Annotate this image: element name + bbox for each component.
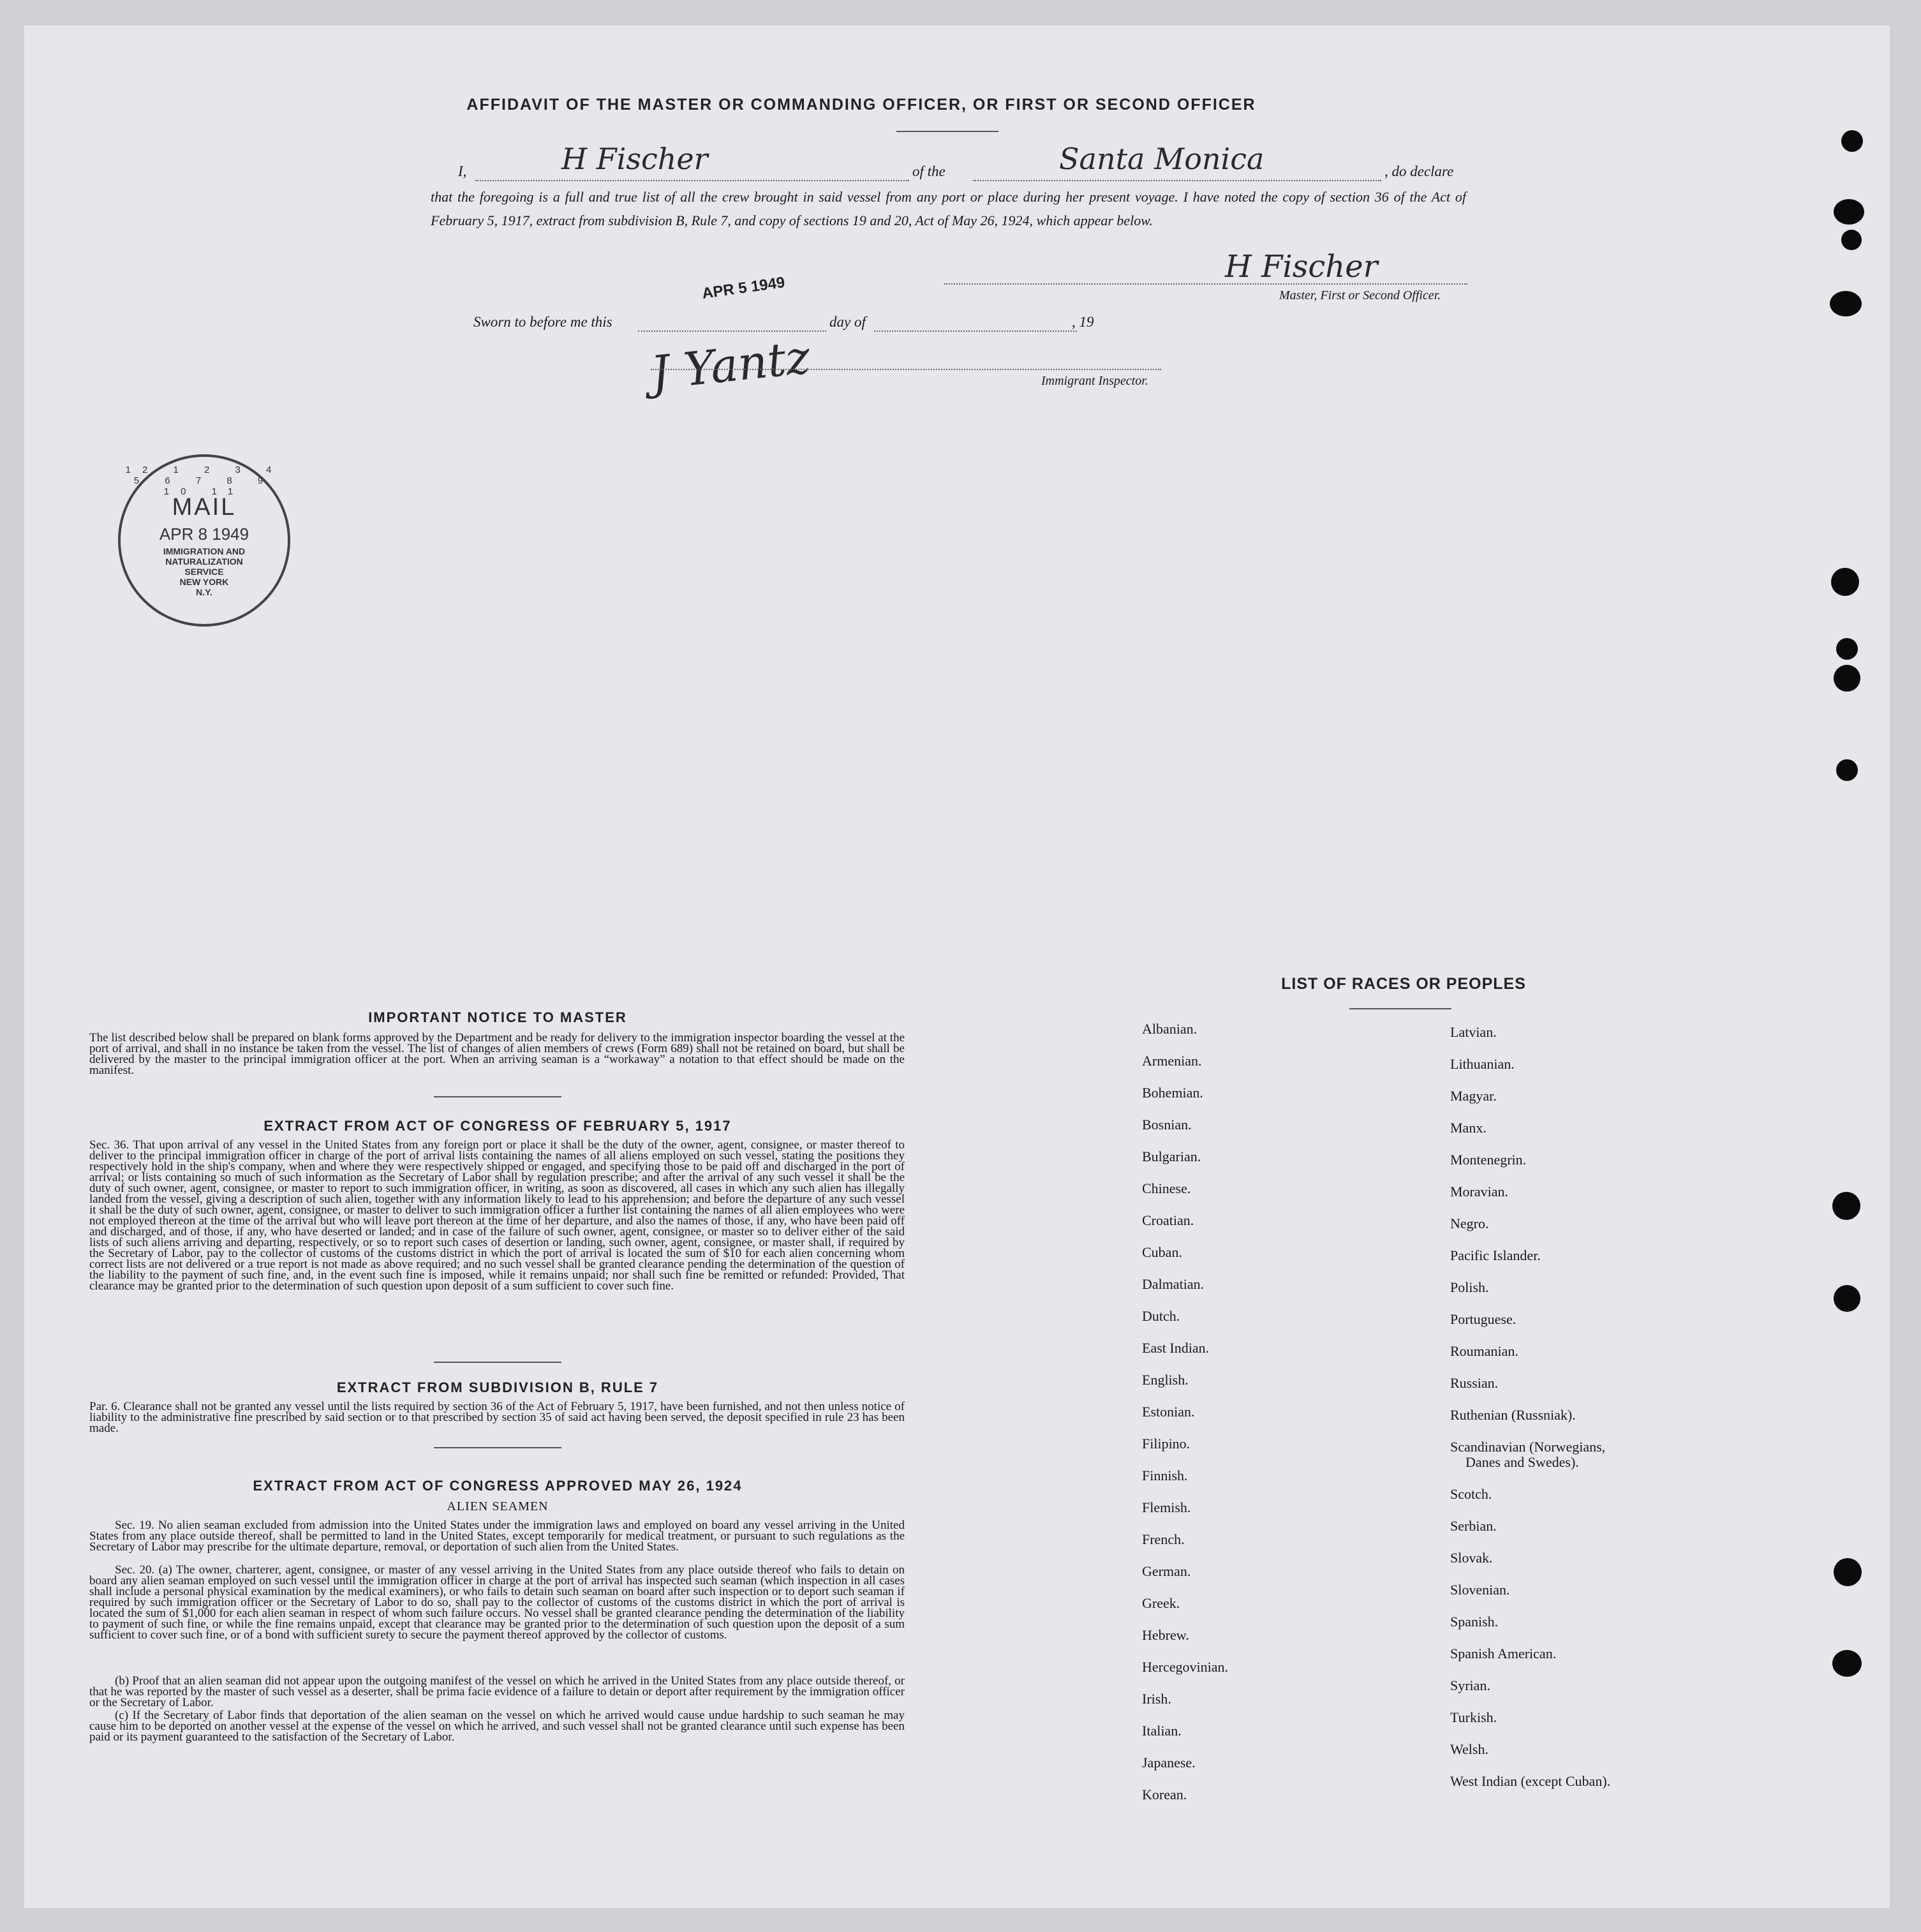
- race-item: East Indian.: [1142, 1340, 1210, 1356]
- punch-hole: [1831, 568, 1859, 596]
- punch-hole: [1832, 1650, 1862, 1677]
- race-item: Bosnian.: [1142, 1117, 1192, 1133]
- notice-heading: IMPORTANT NOTICE TO MASTER: [368, 1009, 627, 1025]
- race-item: French.: [1142, 1531, 1185, 1547]
- stamp-line3: SERVICE: [184, 567, 224, 577]
- race-item: Latvian.: [1450, 1024, 1497, 1040]
- race-item: Lithuanian.: [1450, 1056, 1515, 1072]
- rule7-text: Par. 6. Clearance shall not be granted any vessel until the lists required by section 36 of the Act of February 5, 1917, have been furnished, and not then unless notice of liability to the administrative fine prescribed by said section or to that prescribed by section 35 of said act having been served, the deposit specified in rule 23 has been made.: [89, 1400, 905, 1435]
- race-item: Ruthenian (Russniak).: [1450, 1407, 1576, 1423]
- race-item: Greek.: [1142, 1595, 1180, 1611]
- race-item: Danes and Swedes).: [1465, 1454, 1579, 1470]
- extract-1924-heading: EXTRACT FROM ACT OF CONGRESS APPROVED MAY 26, 1924: [253, 1478, 743, 1494]
- stamp-line2: NATURALIZATION: [165, 556, 243, 567]
- notice-rule: [434, 1096, 561, 1097]
- stamp-line4: NEW YORK: [179, 577, 229, 587]
- extract-1917-text: Sec. 36. That upon arrival of any vessel in the United States from any foreign port or place it shall be the duty of the owner, agent, consignee, or master thereof to deliver to the principal immigration officer in charge of the port of arrival lists containing the names of all aliens employed on such vessel, stating the positions they respectively hold in the ship's company, when and where they were respectively shipped or engaged, and specifying those to be paid off and discharged in the port of arrival; or lists containing so much of such information as the Secretary of Labor shall by regulation prescribe; and after the arrival of any such vessel it shall be the duty of such owner, agent, consignee, or master to report to such immigration officer, in writing, as soon as discovered, all cases in which any such alien has illegally landed from the vessel, giving a description of such alien, together with any information likely to lead to his apprehension; and before the departure of any such vessel it shall be the duty of such owner, agent, consignee, or master to deliver to such immigration officer a further list containing the names of all alien employees who were not employed thereon at the time of the arrival but who will leave port thereon at the time of her departure, and also the names of those, if any, who have been paid off and discharged, and of those, if any, who have deserted or landed; and in case of the failure of such owner, agent, consignee, or master so to deliver either of the said lists of such aliens arriving and departing, respectively, or so to report such cases of desertion or landing, such owner, agent, consignee, or master shall, if required by the Secretary of Labor, pay to the collector of customs of the customs district in which the port of arrival is located the sum of $10 for each alien concerning whom correct lists are not delivered or a true report is not made as above required; and no such vessel shall be granted clearance pending the determination of the question of the liability to the payment of such fine, and, in the event such fine is imposed, while it remains unpaid; nor shall such fine be remitted or refunded: Provided, That clearance may be granted prior to the determination of such question upon deposit of a sum sufficient to cover such fine.: [89, 1138, 905, 1293]
- punch-hole: [1834, 665, 1860, 692]
- race-item: Flemish.: [1142, 1499, 1191, 1515]
- race-item: Irish.: [1142, 1691, 1171, 1707]
- punch-hole: [1834, 1558, 1862, 1586]
- race-item: Hercegovinian.: [1142, 1659, 1228, 1675]
- race-item: Welsh.: [1450, 1741, 1488, 1757]
- race-item: Moravian.: [1450, 1184, 1509, 1200]
- race-item: Dalmatian.: [1142, 1276, 1205, 1292]
- punch-hole: [1830, 291, 1862, 316]
- race-item: Turkish.: [1450, 1709, 1497, 1725]
- race-item: Negro.: [1450, 1215, 1489, 1231]
- punch-hole: [1832, 1192, 1860, 1220]
- race-item: Spanish American.: [1450, 1646, 1557, 1661]
- sworn-month-line: [874, 331, 1077, 332]
- race-item: Portuguese.: [1450, 1311, 1517, 1327]
- race-item: West Indian (except Cuban).: [1450, 1773, 1611, 1789]
- race-item: Spanish.: [1450, 1614, 1499, 1630]
- affidavit-body: that the foregoing is a full and true list of all the crew brought in said vessel from any port or place during her present voyage. I have noted the copy of section 36 of the Act of February 5, 1917, extract from subdivision B, Rule 7, and copy of sections 19 and 20, Act of May 26, 1924, which appear below.: [431, 189, 1466, 228]
- alien-seamen-subheading: ALIEN SEAMEN: [447, 1499, 549, 1513]
- stamp-mail-text: MAIL: [172, 494, 237, 521]
- race-item: Hebrew.: [1142, 1627, 1189, 1643]
- stamp-line1: IMMIGRATION AND: [163, 546, 246, 556]
- master-name-handwritten: H Fischer: [561, 142, 708, 176]
- punch-hole: [1841, 130, 1863, 152]
- race-item: Croatian.: [1142, 1212, 1194, 1228]
- race-item: Italian.: [1142, 1723, 1182, 1739]
- rule7-rule: [434, 1447, 561, 1448]
- punch-hole: [1834, 1285, 1860, 1312]
- races-rule: [1349, 1008, 1451, 1009]
- extract-1917-heading: EXTRACT FROM ACT OF CONGRESS OF FEBRUARY 5, 1917: [263, 1118, 732, 1134]
- master-signature-line: [944, 283, 1467, 285]
- race-item: Korean.: [1142, 1787, 1187, 1802]
- punch-hole: [1841, 230, 1862, 250]
- race-item: Filipino.: [1142, 1436, 1190, 1452]
- master-name-line: [475, 180, 909, 181]
- inspector-caption: Immigrant Inspector.: [1041, 374, 1148, 388]
- race-item: Finnish.: [1142, 1468, 1188, 1483]
- sec20c-text: (c) If the Secretary of Labor finds that deportation of the alien seaman on the vessel on which he arrived would cause undue hardship to such seaman he may cause him to be deported on another vessel at the expense of the vessel on which he arrived, and such vessel shall not be granted clearance until such expense has been paid or its payment guaranteed to the satisfaction of the Secretary of Labor.: [89, 1709, 905, 1744]
- stamp-line5: N.Y.: [196, 587, 212, 597]
- race-item: Syrian.: [1450, 1677, 1490, 1693]
- punch-hole: [1836, 638, 1858, 660]
- year-prefix: , 19: [1072, 314, 1094, 330]
- race-item: Manx.: [1450, 1120, 1487, 1136]
- sworn-label: Sworn to before me this: [473, 314, 612, 330]
- mail-received-stamp: [118, 454, 290, 627]
- received-date-stamp: APR 5 1949: [701, 274, 786, 302]
- race-item: Scotch.: [1450, 1486, 1492, 1502]
- punch-hole: [1836, 759, 1858, 781]
- master-signature-caption: Master, First or Second Officer.: [1279, 288, 1441, 302]
- sec20b-text: (b) Proof that an alien seaman did not appear upon the outgoing manifest of the vessel on which he arrived in the United States from any place outside thereof, or that he was reported by the master of such vessel as a deserter, shall be prima facie evidence of a failure to detain or deport after requirement by the immigration officer or the Secretary of Labor.: [89, 1674, 905, 1709]
- race-item: Cuban.: [1142, 1244, 1182, 1260]
- notice-text: The list described below shall be prepared on blank forms approved by the Department and be ready for delivery to the immigration inspector boarding the vessel at the port of arrival, and shall in no instance be taken from the vessel. The list of changes of alien members of crews (Form 689) shall not be retained on board, but shall be delivered by the master to the principal immigration officer at the port. When an arriving seaman is a “workaway” a notation to that effect should be made on the manifest.: [89, 1031, 905, 1077]
- race-item: Japanese.: [1142, 1755, 1196, 1771]
- races-left-column: [1142, 1021, 1429, 1818]
- race-item: Estonian.: [1142, 1404, 1195, 1420]
- day-of-label: day of: [829, 314, 866, 330]
- master-signature: H Fischer: [1225, 249, 1378, 285]
- race-item: Roumanian.: [1450, 1343, 1518, 1359]
- punch-hole: [1834, 199, 1864, 225]
- heading-rule: [896, 131, 998, 132]
- vessel-name-handwritten: Santa Monica: [1059, 142, 1265, 176]
- stamp-ring-numbers: 12 1 2 3 4 5 6 7 8 9 10 11: [125, 464, 283, 497]
- race-item: Slovenian.: [1450, 1582, 1510, 1598]
- extract-1917-rule: [434, 1362, 561, 1363]
- vessel-name-line: [973, 180, 1381, 181]
- race-item: Serbian.: [1450, 1518, 1497, 1534]
- race-item: Polish.: [1450, 1279, 1489, 1295]
- race-item: Bulgarian.: [1142, 1148, 1201, 1164]
- races-right-column: [1450, 1024, 1756, 1805]
- inspector-signature-line: [651, 369, 1161, 370]
- race-item: Dutch.: [1142, 1308, 1180, 1324]
- of-the-label: of the: [912, 163, 946, 179]
- race-item: Magyar.: [1450, 1088, 1497, 1104]
- race-item: Armenian.: [1142, 1053, 1202, 1069]
- race-item: Bohemian.: [1142, 1085, 1203, 1101]
- do-declare-label: , do declare: [1384, 163, 1454, 179]
- race-item: Scandinavian (Norwegians,: [1450, 1439, 1606, 1455]
- sec20a-text: Sec. 20. (a) The owner, charterer, agent, consignee, or master of any vessel arriving in the United States from any place outside thereof who fails to detain on board any alien seaman employed on such vessel until the immigration officer in charge at the port of arrival has inspected such seaman (which inspection in all cases shall include a personal physical examination by the medical examiners), or who fails to detain such seaman on board after such inspection or to deport such seaman if required by such immigration officer or the Secretary of Labor to do so, shall pay to the collector of customs of the customs district in which the port of arrival is located the sum of $1,000 for each alien seaman in respect of whom such failure occurs. No vessel shall be granted clearance pending the determination of the liability to payment of such fine, or while the fine remains unpaid, except that clearance may be granted prior to the determination of such question upon the deposit of a sum sufficient to cover such fine, or of a bond with sufficient surety to secure the payment thereof approved by the collector of customs.: [89, 1563, 905, 1642]
- race-item: Slovak.: [1450, 1550, 1493, 1566]
- race-item: Albanian.: [1142, 1021, 1198, 1037]
- race-item: German.: [1142, 1563, 1191, 1579]
- race-item: English.: [1142, 1372, 1189, 1388]
- inspector-signature: J Yantz: [648, 330, 813, 400]
- i-label: I,: [458, 163, 467, 179]
- affidavit-heading: AFFIDAVIT OF THE MASTER OR COMMANDING OFFICER, OR FIRST OR SECOND OFFICER: [466, 96, 1256, 114]
- race-item: Montenegrin.: [1450, 1152, 1527, 1168]
- race-item: Russian.: [1450, 1375, 1499, 1391]
- race-item: Pacific Islander.: [1450, 1247, 1541, 1263]
- stamp-date: APR 8 1949: [159, 524, 249, 544]
- races-heading: LIST OF RACES OR PEOPLES: [1281, 975, 1526, 993]
- rule7-heading: EXTRACT FROM SUBDIVISION B, RULE 7: [336, 1379, 659, 1395]
- race-item: Chinese.: [1142, 1180, 1191, 1196]
- sec19-text: Sec. 19. No alien seaman excluded from admission into the United States under the immigration laws and employed on board any vessel arriving in the United States from any place outside thereof, shall be permitted to land in the United States, except temporarily for medical treatment, or pursuant to such regulations as the Secretary of Labor may prescribe for the ultimate departure, removal, or deportation of such alien from the United States.: [89, 1519, 905, 1554]
